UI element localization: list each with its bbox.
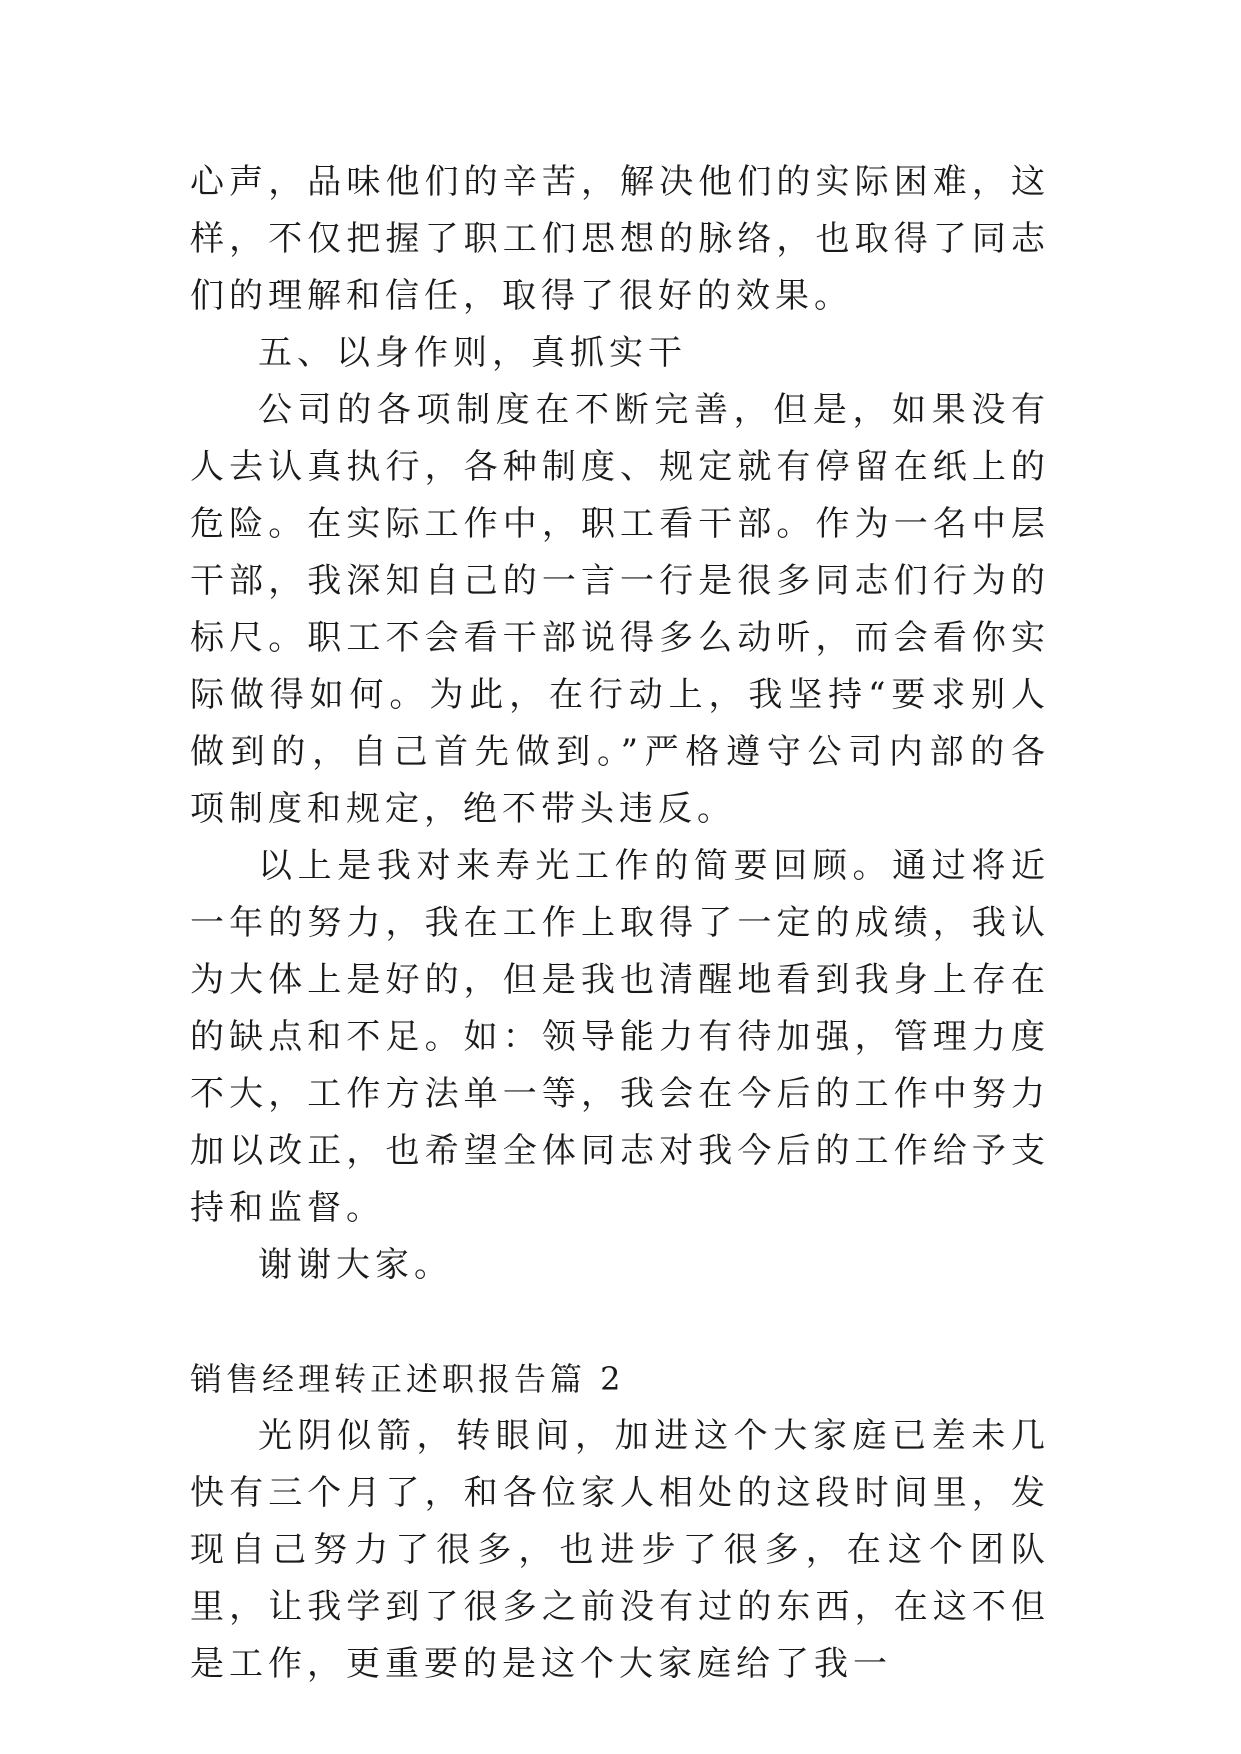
section-title: 销售经理转正述职报告篇 2 bbox=[190, 1360, 625, 1398]
paragraph-rules-execution: 公司的各项制度在不断完善，但是，如果没有人去认真执行，各种制度、规定就有停留在纸上的危险。在实际工作中，职工看干部。作为一名中层干部，我深知自己的一言一行是很多同志们行为的标尺。职工不会看干部说得多么动听，而会看你实际做得如何。为此，在行动上，我坚持“要求别人做到的，自己首先做到。”严格遵守公司内部的各项制度和规定，绝不带头违反。 bbox=[190, 390, 1050, 829]
paragraph-thanks: 谢谢大家。 bbox=[258, 1245, 453, 1285]
paragraph-section-intro: 光阴似箭，转眼间，加进这个大家庭已差未几快有三个月了，和各位家人相处的这段时间里，发现自己努力了很多，也进步了很多，在这个团队里，让我学到了很多之前没有过的东西，在这不但是工作，更重要的是这个大家庭给了我一 bbox=[190, 1416, 1050, 1684]
section-spacer bbox=[190, 1294, 1050, 1351]
subheading-lead-by-example: 五、以身作则，真抓实干 bbox=[258, 333, 687, 373]
document-body bbox=[190, 154, 1050, 1693]
paragraph-closing-previous: 心声，品味他们的辛苦，解决他们的实际困难，这样，不仅把握了职工们思想的脉络，也取得了同志们的理解和信任，取得了很好的效果。 bbox=[190, 162, 1050, 316]
paragraph-review-summary: 以上是我对来寿光工作的简要回顾。通过将近一年的努力，我在工作上取得了一定的成绩，我认为大体上是好的，但是我也清醒地看到我身上存在的缺点和不足。如：领导能力有待加强，管理力度不大，工作方法单一等，我会在今后的工作中努力加以改正，也希望全体同志对我今后的工作给予支持和监督。 bbox=[190, 846, 1050, 1228]
